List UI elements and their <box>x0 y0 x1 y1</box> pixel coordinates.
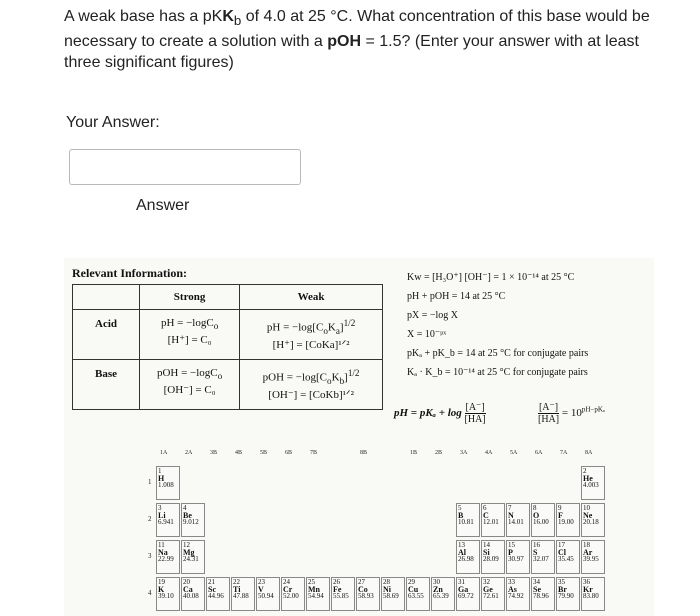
element-cell <box>406 577 430 611</box>
acid-weak-cell <box>240 310 383 360</box>
atomic-number: 27 <box>358 578 365 586</box>
atomic-number: 7 <box>508 504 512 512</box>
element-symbol: O <box>533 511 540 520</box>
base-strong-cell <box>140 360 240 410</box>
base-weak-eq1-ksub: b <box>339 375 345 386</box>
element-symbol: Cu <box>408 585 419 594</box>
group-label: 1B <box>410 450 418 456</box>
atomic-mass: 63.55 <box>408 592 424 600</box>
answer-button[interactable]: Answer <box>136 197 190 214</box>
atomic-mass: 22.99 <box>158 555 174 563</box>
element-cell <box>506 540 530 574</box>
period-label: 2 <box>148 515 152 523</box>
base-weak-eq1-k: K <box>331 371 340 384</box>
atomic-mass: 47.88 <box>233 592 249 600</box>
element-cell <box>531 503 555 537</box>
atomic-mass: 28.09 <box>483 555 499 563</box>
atomic-mass: 69.72 <box>458 592 474 600</box>
atomic-number: 31 <box>458 578 465 586</box>
acid-weak-eq2: [H⁺] = [CoKa]¹ᐟ² <box>272 338 350 351</box>
element-symbol: K <box>158 585 165 594</box>
base-weak-eq1-pow: 1/2 <box>347 368 360 378</box>
element-cell <box>456 540 480 574</box>
atomic-number: 17 <box>558 541 565 549</box>
acid-strong-eq2: [H⁺] = C₀ <box>167 334 212 347</box>
atomic-number: 11 <box>158 541 165 549</box>
hh-num: [A⁻] <box>538 402 559 413</box>
group-label: 7B <box>310 450 318 456</box>
hh-right: = 10 <box>561 407 582 420</box>
base-strong-eq2: [OH⁻] = C₀ <box>163 384 216 397</box>
group-label: 4B <box>235 450 243 456</box>
element-symbol: Al <box>458 548 466 557</box>
group-label: 5B <box>260 450 268 456</box>
element-symbol: Cl <box>558 548 566 557</box>
element-symbol: He <box>583 474 593 483</box>
element-cell <box>581 503 605 537</box>
hh-den: [HA] <box>538 414 560 425</box>
element-symbol: Li <box>158 511 166 520</box>
atomic-mass: 14.01 <box>508 518 524 526</box>
element-cell <box>581 466 605 500</box>
element-symbol: N <box>508 511 514 520</box>
row-base: Base <box>73 360 140 410</box>
element-symbol: Ga <box>458 585 469 594</box>
atomic-mass: 65.39 <box>433 592 449 600</box>
element-symbol: Ti <box>233 585 241 594</box>
henderson-hasselbalch-exp <box>538 402 605 425</box>
element-cell <box>331 577 355 611</box>
atomic-number: 1 <box>158 467 162 475</box>
base-strong-eq1: pOH = −logC <box>156 367 218 379</box>
atomic-number: 15 <box>508 541 515 549</box>
element-cell <box>581 577 605 611</box>
group-label: 6B <box>285 450 293 456</box>
atomic-mass: 39.10 <box>158 592 174 600</box>
atomic-mass: 4.003 <box>583 481 599 489</box>
atomic-mass: 72.61 <box>483 592 499 600</box>
atomic-mass: 58.93 <box>358 592 374 600</box>
element-cell <box>556 577 580 611</box>
hh-num: [A⁻] <box>465 402 485 413</box>
group-label: 4A <box>485 450 493 456</box>
relevant-information-image <box>64 258 654 616</box>
period-label: 3 <box>148 552 152 560</box>
atomic-number: 24 <box>283 578 290 586</box>
henderson-hasselbalch <box>394 402 486 425</box>
atomic-number: 16 <box>533 541 540 549</box>
atomic-number: 2 <box>583 467 587 475</box>
question-part: A weak base has a pK <box>64 8 223 25</box>
element-cell <box>581 540 605 574</box>
atomic-mass: 26.98 <box>458 555 474 563</box>
atomic-mass: 35.45 <box>558 555 574 563</box>
atomic-number: 32 <box>483 578 490 586</box>
element-symbol: H <box>158 474 165 483</box>
element-cell <box>481 503 505 537</box>
acid-weak-eq1-ksub: a <box>335 325 340 336</box>
acid-weak-eq1-bracket: ] <box>339 321 344 334</box>
element-symbol: Mg <box>183 548 195 557</box>
atomic-number: 29 <box>408 578 415 586</box>
atomic-number: 3 <box>158 504 162 512</box>
formula-line: pX = −log X <box>407 310 459 321</box>
element-symbol: Be <box>183 511 192 520</box>
atomic-mass: 16.00 <box>533 518 549 526</box>
atomic-mass: 30.97 <box>508 555 524 563</box>
atomic-number: 30 <box>433 578 440 586</box>
element-cell <box>456 577 480 611</box>
atomic-mass: 24.31 <box>183 555 199 563</box>
element-cell <box>356 577 380 611</box>
atomic-number: 20 <box>183 578 190 586</box>
element-symbol: V <box>258 585 264 594</box>
element-cell <box>231 577 255 611</box>
question-text: A weak base has a pKK$_b$ of 4.0 at 25 °C. What concentration of this base would be necessary to create a solution with a pOH = 1.5? (Enter your answer with at least three significant figures) <box>64 8 650 72</box>
element-symbol: Ar <box>583 548 593 557</box>
element-symbol: F <box>558 511 563 520</box>
element-cell <box>556 540 580 574</box>
atomic-number: 19 <box>158 578 165 586</box>
element-symbol: Co <box>358 585 368 594</box>
formula-line: Kₐ · K_b = 10⁻¹⁴ at 25 °C for conjugate pairs <box>407 367 588 378</box>
atomic-number: 33 <box>508 578 515 586</box>
element-symbol: Sc <box>208 585 216 594</box>
element-symbol: Fe <box>333 585 342 594</box>
atomic-mass: 54.94 <box>308 592 324 600</box>
atomic-mass: 32.07 <box>533 555 549 563</box>
hh-right-exp: pH−pKₐ <box>581 405 605 414</box>
element-cell <box>456 503 480 537</box>
atomic-number: 13 <box>458 541 465 549</box>
formula-list <box>407 268 588 382</box>
element-cell <box>206 577 230 611</box>
question-poh: pOH <box>327 33 362 51</box>
group-label: 2B <box>435 450 443 456</box>
element-cell <box>481 577 505 611</box>
element-cell <box>156 577 180 611</box>
hh-fraction-left <box>465 402 486 425</box>
element-cell <box>181 540 205 574</box>
atomic-number: 10 <box>583 504 590 512</box>
element-symbol: P <box>508 548 513 557</box>
element-symbol: As <box>508 585 517 594</box>
atomic-number: 6 <box>483 504 487 512</box>
atomic-number: 21 <box>208 578 215 586</box>
atomic-mass: 55.85 <box>333 592 349 600</box>
group-label: 3B <box>210 450 218 456</box>
group-label: 8B <box>360 450 368 456</box>
atomic-mass: 1.008 <box>158 481 174 489</box>
atomic-mass: 79.90 <box>558 592 574 600</box>
element-cell <box>481 540 505 574</box>
base-weak-eq1: pOH = −log[C <box>262 371 328 384</box>
your-answer-label: Your Answer: <box>66 114 160 131</box>
atomic-mass: 20.18 <box>583 518 599 526</box>
atomic-number: 25 <box>308 578 315 586</box>
element-cell <box>506 577 530 611</box>
element-symbol: B <box>458 511 464 520</box>
element-cell <box>256 577 280 611</box>
table-corner <box>73 285 140 310</box>
group-label: 7A <box>560 450 568 456</box>
atomic-mass: 9.012 <box>183 518 199 526</box>
atomic-mass: 19.00 <box>558 518 574 526</box>
element-cell <box>281 577 305 611</box>
periodic-table <box>148 448 606 616</box>
hh-fraction-right <box>538 402 559 425</box>
atomic-number: 12 <box>183 541 190 549</box>
formula-line: pKₐ + pK_b = 14 at 25 °C for conjugate pairs <box>407 348 589 359</box>
element-symbol: Se <box>533 585 541 594</box>
atomic-number: 22 <box>233 578 240 586</box>
atomic-number: 9 <box>558 504 562 512</box>
base-weak-cell <box>240 360 383 410</box>
atomic-number: 26 <box>333 578 340 586</box>
acid-weak-eq1-sub: o <box>323 325 328 336</box>
row-acid: Acid <box>73 310 140 360</box>
atomic-mass: 12.01 <box>483 518 499 526</box>
atomic-number: 23 <box>258 578 265 586</box>
element-symbol: Cr <box>283 585 293 594</box>
question-part: of 4.0 at 25 °C. What concentration of this base would be necessary to create a solution with a <box>64 8 650 51</box>
element-cell <box>556 503 580 537</box>
hh-den: [HA] <box>464 414 486 425</box>
element-symbol: Na <box>158 548 168 557</box>
element-cell <box>156 540 180 574</box>
atomic-mass: 58.69 <box>383 592 399 600</box>
element-symbol: Kr <box>583 585 593 594</box>
element-symbol: Ni <box>383 585 391 594</box>
atomic-number: 4 <box>183 504 187 512</box>
period-label: 4 <box>148 589 152 597</box>
base-strong-eq1-sub: o <box>217 371 223 382</box>
formula-line: pH + pOH = 14 at 25 °C <box>407 291 506 302</box>
formula-line: X = 10⁻ᵖˣ <box>407 329 447 340</box>
element-symbol: C <box>483 511 489 520</box>
element-cell <box>381 577 405 611</box>
answer-input[interactable] <box>69 149 301 185</box>
atomic-mass: 39.95 <box>583 555 599 563</box>
element-cell <box>531 577 555 611</box>
atomic-mass: 83.80 <box>583 592 599 600</box>
base-weak-eq2: [OH⁻] = [CoKb]¹ᐟ² <box>268 388 354 401</box>
group-label: 2A <box>185 450 193 456</box>
atomic-mass: 10.81 <box>458 518 474 526</box>
atomic-mass: 78.96 <box>533 592 549 600</box>
acid-weak-eq1-k: K <box>327 321 336 334</box>
acid-strong-eq1-sub: o <box>213 321 219 332</box>
atomic-number: 18 <box>583 541 590 549</box>
element-symbol: Mn <box>308 585 320 594</box>
element-cell <box>531 540 555 574</box>
group-label: 1A <box>160 450 168 456</box>
atomic-number: 35 <box>558 578 565 586</box>
element-symbol: Zn <box>433 585 443 594</box>
element-symbol: Ne <box>583 511 593 520</box>
strong-weak-table <box>72 284 383 410</box>
group-label: 6A <box>535 450 543 456</box>
element-cell <box>431 577 455 611</box>
element-symbol: Ge <box>483 585 493 594</box>
atomic-number: 36 <box>583 578 590 586</box>
atomic-number: 28 <box>383 578 390 586</box>
group-label: 8A <box>585 450 593 456</box>
atomic-mass: 52.00 <box>283 592 299 600</box>
element-cell <box>506 503 530 537</box>
group-label: 5A <box>510 450 518 456</box>
formula-line: Kw = [H₃O⁺] [OH⁻] = 1 × 10⁻¹⁴ at 25 °C <box>407 272 575 283</box>
relevant-info-title: Relevant Information: <box>72 266 187 280</box>
group-label: 3A <box>460 450 468 456</box>
atomic-mass: 6.941 <box>158 518 174 526</box>
question-part: = 1.5? (Enter your answer with at least three significant figures) <box>64 33 639 72</box>
base-weak-eq1-sub: o <box>327 375 332 386</box>
atomic-number: 14 <box>483 541 490 549</box>
element-cell <box>181 577 205 611</box>
col-strong: Strong <box>140 285 240 310</box>
atomic-number: 8 <box>533 504 537 512</box>
atomic-number: 34 <box>533 578 540 586</box>
acid-strong-cell <box>140 310 240 360</box>
element-symbol: Br <box>558 585 567 594</box>
acid-weak-eq1-pow: 1/2 <box>343 318 356 328</box>
element-symbol: S <box>533 548 538 557</box>
element-cell <box>156 503 180 537</box>
atomic-mass: 50.94 <box>258 592 274 600</box>
period-label: 1 <box>148 478 152 486</box>
element-symbol: Si <box>483 548 490 557</box>
base-weak-eq1-bracket: ] <box>344 371 348 384</box>
element-cell <box>156 466 180 500</box>
element-cell <box>306 577 330 611</box>
question-subscript: b <box>233 13 242 29</box>
element-cell <box>181 503 205 537</box>
acid-strong-eq1: pH = −logC <box>160 317 214 329</box>
hh-left: pH = pKₐ + log <box>394 407 462 420</box>
atomic-mass: 44.96 <box>208 592 224 600</box>
atomic-number: 5 <box>458 504 462 512</box>
element-symbol: Ca <box>183 585 193 594</box>
col-weak: Weak <box>240 285 383 310</box>
atomic-mass: 74.92 <box>508 592 524 600</box>
atomic-mass: 40.08 <box>183 592 199 600</box>
acid-weak-eq1: pH = −log[C <box>266 321 324 334</box>
